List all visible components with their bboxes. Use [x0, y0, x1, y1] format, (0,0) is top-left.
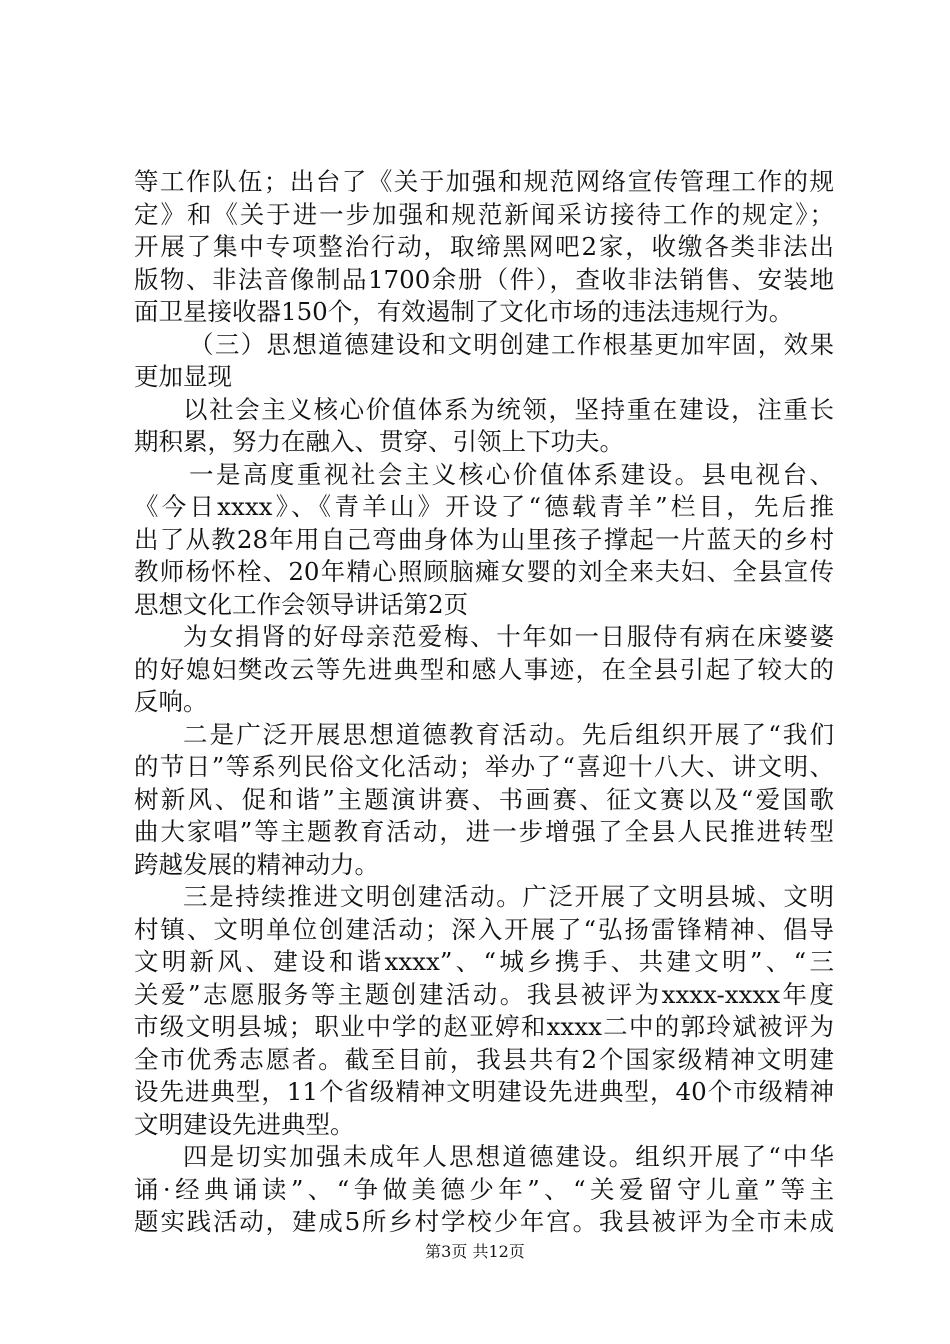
text-line: 诵·经典诵读”、“争做美德少年”、“关爱留守儿童”等主: [134, 1174, 834, 1204]
text-line: 村镇、文明单位创建活动；深入开展了“弘扬雷锋精神、倡导: [134, 914, 834, 944]
text-line: 以社会主义核心价值体系为统领，坚持重在建设，注重长: [183, 394, 834, 424]
page-number-footer: 第3页 共12页: [425, 1242, 525, 1261]
text-line: 定》和《关于进一步加强和规范新闻采访接待工作的规定》；: [134, 199, 834, 229]
text-line: 思想文化工作会领导讲话第2页: [134, 589, 469, 619]
text-line: 反响。: [134, 687, 208, 716]
text-line: 出了从教28年用自己弯曲身体为山里孩子撑起一片蓝天的乡村: [134, 524, 834, 554]
text-line: 二是广泛开展思想道德教育活动。先后组织开展了“我们: [183, 719, 834, 749]
text-line: 三是持续推进文明创建活动。广泛开展了文明县城、文明: [183, 882, 834, 911]
section-heading-line: 更加显现: [134, 362, 232, 391]
text-line: 市级文明县城；职业中学的赵亚婷和xxxx二中的郭玲斌被评为: [134, 1012, 834, 1041]
text-line: 面卫星接收器150个，有效遏制了文化市场的违法违规行为。: [134, 297, 794, 326]
text-line: 版物、非法音像制品1700余册（件），查收非法销售、安装地: [134, 264, 834, 294]
text-line: 教师杨怀栓、20年精心照顾脑瘫女婴的刘全来夫妇、全县宣传: [134, 557, 834, 586]
text-line: 文明建设先进典型。: [134, 1109, 355, 1139]
text-line: 《今日xxxx》、《青羊山》开设了“德载青羊”栏目，先后推: [134, 492, 834, 521]
text-line: 等工作队伍；出台了《关于加强和规范网络宣传管理工作的规: [134, 167, 834, 196]
text-line: 设先进典型，11个省级精神文明建设先进典型，40个市级精神: [134, 1077, 834, 1106]
text-line: 四是切实加强未成年人思想道德建设。组织开展了“中华: [183, 1142, 834, 1171]
text-line: 曲大家唱”等主题教育活动，进一步增强了全县人民推进转型: [134, 817, 834, 846]
text-line: 期积累，努力在融入、贯穿、引领上下功夫。: [134, 427, 624, 456]
section-heading-line: （三）思想道德建设和文明创建工作根基更加牢固，效果: [189, 329, 834, 359]
text-line: 跨越发展的精神动力。: [134, 849, 379, 879]
text-line: 的好媳妇樊改云等先进典型和感人事迹，在全县引起了较大的: [134, 654, 834, 684]
document-body: [134, 166, 834, 1239]
text-line: 开展了集中专项整治行动，取缔黑网吧2家，收缴各类非法出: [134, 232, 834, 261]
text-line: 关爱”志愿服务等主题创建活动。我县被评为xxxx-xxxx年度: [134, 979, 834, 1009]
text-line: 的节日”等系列民俗文化活动；举办了“喜迎十八大、讲文明、: [134, 752, 834, 781]
text-line: 题实践活动，建成5所乡村学校少年宫。我县被评为全市未成: [134, 1207, 834, 1236]
text-line: 文明新风、建设和谐xxxx”、“城乡携手、共建文明”、“三: [134, 947, 834, 976]
text-line: 树新风、促和谐”主题演讲赛、书画赛、征文赛以及“爱国歌: [134, 784, 834, 814]
text-line: 全市优秀志愿者。截至目前，我县共有2个国家级精神文明建: [134, 1044, 834, 1074]
text-line: 一是高度重视社会主义核心价值体系建设。县电视台、: [189, 459, 834, 489]
text-line: 为女捐肾的好母亲范爱梅、十年如一日服侍有病在床婆婆: [183, 622, 834, 651]
